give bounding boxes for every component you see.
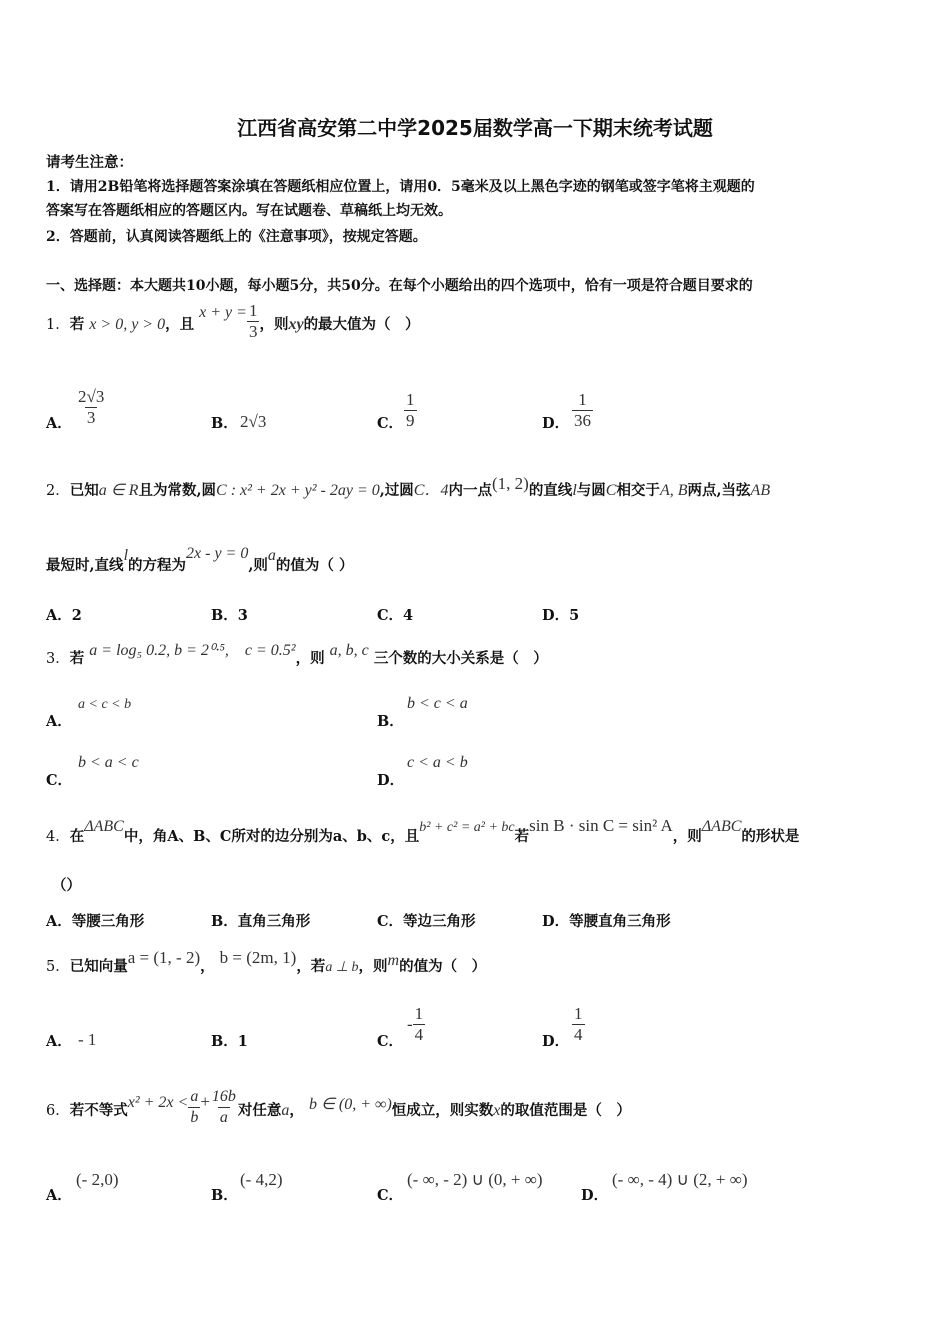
- q4-number: 4．: [46, 829, 70, 845]
- q2-option-d[interactable]: D．5: [542, 607, 580, 624]
- q2-a: a: [267, 547, 276, 564]
- q5-c-num: 1: [414, 1004, 424, 1023]
- q6-option-c[interactable]: (- ∞, - 2) ∪ (0, + ∞): [407, 1170, 543, 1189]
- question-3: [46, 640, 548, 678]
- q5-option-d-label[interactable]: D．: [542, 1033, 570, 1050]
- q2-c-2: C: [605, 482, 617, 499]
- q4-option-a[interactable]: A．等腰三角形: [46, 913, 145, 930]
- q3-text-1: 若: [69, 650, 85, 667]
- q1-equation: x + y =: [199, 304, 247, 321]
- q3-option-a[interactable]: a < c < b: [78, 697, 132, 712]
- q2-point: (1, 2): [491, 474, 529, 493]
- q2-c: C．4: [413, 482, 449, 499]
- q2-line-eq: 2x - y = 0: [186, 545, 249, 562]
- q2-a-in-r: a ∈ R: [98, 482, 139, 499]
- page-title: 江西省高安第二中学2025届数学高一下期末统考试题: [237, 116, 713, 140]
- q4-text-3: 若: [514, 828, 530, 845]
- q2-text-4: 内一点: [448, 482, 492, 499]
- q1-option-d[interactable]: [572, 390, 593, 431]
- q2-circle-eq: C : x² + 2x + y² - 2ay = 0: [216, 482, 380, 499]
- q2-number: 2．: [46, 483, 70, 499]
- q2-text-8: 两点,当弦: [687, 482, 751, 499]
- question-2-line-2: [46, 545, 354, 576]
- q3-option-d[interactable]: c < a < b: [407, 754, 468, 771]
- q4-triangle: ΔABC: [84, 818, 124, 835]
- q1-a-num: 2√3: [78, 387, 105, 406]
- notice-line-2: 答案写在答题纸相应的答题区内。写在试题卷、草稿纸上均无效。: [46, 203, 452, 219]
- q4-triangle-2: ΔABC: [701, 818, 742, 835]
- q4-option-c[interactable]: C．等边三角形: [377, 913, 476, 930]
- q6-option-a-label[interactable]: A．: [46, 1187, 72, 1204]
- q2-text-9: 最短时,直线: [46, 557, 124, 574]
- q6-option-d-label[interactable]: D．: [581, 1187, 609, 1204]
- q5-option-c[interactable]: [407, 1004, 425, 1045]
- q5-option-d[interactable]: [572, 1004, 585, 1045]
- notice-line-1: 1．请用2B铅笔将选择题答案涂填在答题纸相应位置上，请用0．5毫米及以上黑色字迹的钢笔或签字笔将主观题的: [46, 179, 755, 195]
- q6-number: 6．: [46, 1103, 70, 1119]
- q1-frac-num: 1: [248, 300, 258, 320]
- q4-text-5: 的形状是: [741, 828, 800, 845]
- q3-option-a-label[interactable]: A．: [46, 713, 72, 730]
- q6-plus: +: [200, 1092, 210, 1111]
- q2-option-b[interactable]: B．3: [211, 607, 248, 624]
- q5-d-den: 4: [574, 1025, 583, 1044]
- question-6: [46, 1085, 631, 1136]
- q5-option-b[interactable]: B．1: [211, 1033, 248, 1050]
- q2-text-5: 的直线: [528, 482, 573, 499]
- q1-text-1: 若: [69, 316, 85, 333]
- q1-option-b[interactable]: 2√3: [240, 412, 267, 431]
- q2-text-10: 的方程为: [128, 557, 187, 574]
- q3-option-b-label[interactable]: B．: [377, 713, 404, 730]
- q1-option-c[interactable]: [404, 390, 417, 431]
- q4-text-2: 中，角A、B、C所对的边分别为a、b、c，且: [123, 828, 420, 845]
- q6-b-range: b ∈ (0, + ∞): [308, 1096, 392, 1113]
- q3-option-c[interactable]: b < a < c: [78, 754, 139, 771]
- q5-text-4: ，则: [358, 958, 388, 975]
- question-4: [46, 816, 800, 848]
- q5-text-3: ，若: [296, 958, 326, 975]
- q6-option-a[interactable]: (- 2,0): [76, 1170, 119, 1189]
- q6-text-2: 对任意: [237, 1102, 282, 1119]
- q1-option-b-label[interactable]: B．: [211, 415, 238, 432]
- q6-frac-1-num: a: [190, 1087, 199, 1105]
- question-2-line-1: [46, 474, 771, 501]
- q3-text-3: 三个数的大小关系是（ ）: [373, 650, 548, 667]
- q4-option-d[interactable]: D．等腰直角三角形: [542, 913, 671, 930]
- q3-expression: a = log₅ 0.2, b = 2⁰·⁵, c = 0.5²: [89, 642, 296, 659]
- q3-text-2: ，则: [295, 650, 325, 667]
- q1-option-a-label[interactable]: A．: [46, 415, 72, 432]
- q1-text-3: ，则: [259, 316, 289, 333]
- q1-text-4: 的最大值为（ ）: [303, 316, 420, 333]
- q2-option-c[interactable]: C．4: [377, 607, 414, 624]
- q5-text-1: 已知向量: [69, 958, 128, 975]
- q1-xy: xy: [288, 316, 304, 333]
- q5-perpendicular: a ⊥ b: [325, 960, 359, 975]
- q6-frac-1-den: b: [190, 1108, 199, 1126]
- q2-text-2: 且为常数,圆: [138, 482, 217, 499]
- q2-text-3: ,过圆: [379, 482, 414, 499]
- q2-text-7: 相交于: [616, 482, 660, 499]
- q2-text-12: 的值为（ ）: [275, 557, 354, 574]
- q5-text-5: 的值为（ ）: [399, 958, 487, 975]
- q6-option-c-label[interactable]: C．: [377, 1187, 404, 1204]
- q3-option-c-label[interactable]: C．: [46, 772, 73, 789]
- q3-option-d-label[interactable]: D．: [377, 772, 405, 789]
- q6-text-3: ，: [289, 1102, 304, 1119]
- q5-option-a-label[interactable]: A．: [46, 1033, 72, 1050]
- section-heading: 一、选择题：本大题共10小题，每小题5分，共50分。在每个小题给出的四个选项中，恰有一项是符合题目要求的: [46, 278, 753, 294]
- q4-text-4: ，则: [672, 828, 702, 845]
- question-5: [46, 948, 487, 978]
- q6-inequality: x² + 2x <: [127, 1094, 189, 1111]
- q5-option-a[interactable]: - 1: [78, 1030, 97, 1049]
- q6-text-4: 恒成立，则实数: [391, 1102, 494, 1119]
- q3-abc: a, b, c: [329, 642, 369, 659]
- q4-paren: （）: [52, 877, 81, 894]
- q5-vector-b: b = (2m, 1): [219, 948, 297, 967]
- q6-text-5: 的取值范围是（ ）: [500, 1102, 631, 1119]
- notice-line-3: 2．答题前，认真阅读答题纸上的《注意事项》，按规定答题。: [46, 229, 427, 245]
- q1-c-den: 9: [406, 411, 415, 430]
- q5-vector-a: a = (1, - 2): [127, 948, 201, 967]
- q2-text-6: 与圆: [576, 482, 606, 499]
- q1-option-a[interactable]: [76, 387, 106, 428]
- q5-d-num: 1: [574, 1004, 583, 1023]
- notice-heading: 请考生注意：: [46, 154, 133, 171]
- q5-c-den: 4: [414, 1025, 424, 1044]
- q6-x: x: [493, 1102, 501, 1119]
- q4-equation-2: sin B · sin C = sin² A: [529, 816, 673, 835]
- q1-option-d-label[interactable]: D．: [542, 415, 570, 432]
- q2-text-11: ,则: [248, 557, 268, 574]
- q2-option-a[interactable]: A．2: [46, 607, 82, 624]
- q6-option-b[interactable]: (- 4,2): [240, 1170, 283, 1189]
- q2-l-2: l: [123, 547, 129, 564]
- q1-frac-den: 3: [248, 321, 258, 341]
- q2-text-1: 已知: [69, 482, 99, 499]
- q6-option-b-label[interactable]: B．: [211, 1187, 238, 1204]
- q1-a-den: 3: [86, 408, 96, 427]
- q2-ab: A, B: [659, 482, 688, 499]
- q6-a: a: [281, 1102, 290, 1119]
- q1-text-2: ，且: [165, 316, 195, 333]
- q6-text-1: 若不等式: [69, 1102, 128, 1119]
- q3-number: 3．: [46, 651, 70, 667]
- q2-ab-2: AB: [750, 482, 771, 499]
- q1-number: 1．: [46, 317, 70, 333]
- question-1: [46, 300, 420, 350]
- q3-option-b[interactable]: b < c < a: [407, 695, 468, 712]
- q2-l: l: [572, 482, 577, 499]
- q6-option-d[interactable]: (- ∞, - 4) ∪ (2, + ∞): [612, 1170, 748, 1189]
- q1-c-num: 1: [406, 390, 415, 409]
- q5-c-sign: -: [407, 1014, 413, 1034]
- q1-option-c-label[interactable]: C．: [377, 415, 404, 432]
- q4-option-b[interactable]: B．直角三角形: [211, 913, 311, 930]
- q1-condition: x > 0, y > 0: [89, 316, 166, 333]
- q5-text-2: ，: [200, 958, 215, 975]
- q5-option-c-label[interactable]: C．: [377, 1033, 404, 1050]
- q6-frac-2-num: 16b: [211, 1087, 236, 1105]
- q4-equation-1: b² + c² = a² + bc: [419, 820, 515, 835]
- q5-number: 5．: [46, 959, 70, 975]
- q1-fraction: [247, 301, 260, 342]
- q4-text-1: 在: [69, 828, 85, 845]
- q6-frac-2-den: a: [219, 1108, 228, 1126]
- q1-d-num: 1: [578, 390, 587, 409]
- q1-d-den: 36: [574, 411, 591, 430]
- q5-m: m: [387, 952, 400, 969]
